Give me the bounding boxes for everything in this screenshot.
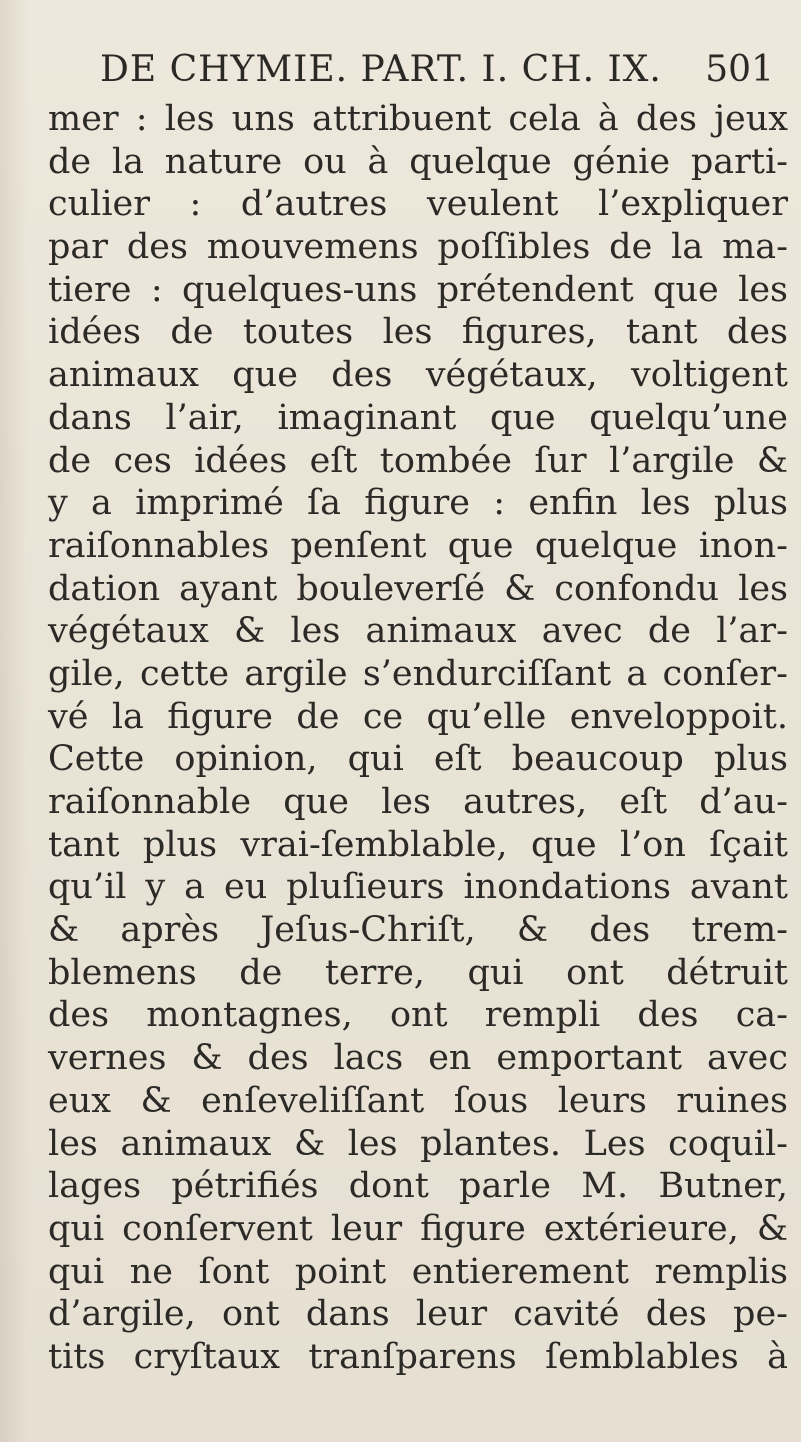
page-number: 501 [705, 49, 774, 90]
text-line: qu’il y a eu pluſieurs inondations avant [48, 867, 788, 908]
text-line: gile, cette argile s’endurciſſant a conſer- [48, 653, 788, 694]
text-line: raiſonnable que les autres, eſt d’au- [48, 782, 788, 822]
text-line: vernes & des lacs en emportant avec [48, 1038, 788, 1079]
text-line: de ces idées eſt tombée ſur l’argile & [48, 440, 788, 481]
text-line: dation ayant bouleverſé & confondu les [48, 568, 788, 609]
text-line: dans l’air, imaginant que quelqu’une [48, 397, 788, 438]
text-line: eux & enſeveliſſant ſous leurs ruines [48, 1080, 788, 1121]
text-line: végétaux & les animaux avec de l’ar- [48, 611, 788, 652]
running-head-title: DE CHYMIE. PART. I. CH. IX. [100, 49, 662, 90]
text-line: qui ne ſont point entierement remplis [48, 1251, 788, 1292]
text-line: mer : les uns attribuent cela à des jeux [48, 99, 788, 139]
text-line: les animaux & les plantes. Les coquil- [48, 1123, 788, 1164]
text-line: d’argile, ont dans leur cavité des pe- [48, 1294, 788, 1335]
text-line: tits cryſtaux tranſparens ſemblables à [48, 1336, 788, 1377]
text-line: Cette opinion, qui eſt beaucoup plus [48, 739, 788, 780]
text-line: tiere : quelques-uns prétendent que les [48, 269, 788, 310]
text-line: & après Jeſus-Chriſt, & des trem- [48, 910, 788, 951]
body-text [48, 98, 788, 1379]
text-line: qui conſervent leur figure extérieure, & [48, 1208, 788, 1249]
text-line: idées de toutes les figures, tant des [48, 312, 788, 353]
page-gutter-shadow [0, 0, 28, 1442]
text-line: blemens de terre, qui ont détruit [48, 952, 788, 993]
text-line: animaux que des végétaux, voltigent [48, 355, 788, 396]
text-line: des montagnes, ont rempli des ca- [48, 995, 788, 1036]
text-line: lages pétrifiés dont parle M. Butner, [48, 1166, 788, 1207]
text-line: de la nature ou à quelque génie parti- [48, 141, 788, 182]
running-head [100, 44, 780, 96]
text-line: vé la figure de ce qu’elle enveloppoit. [48, 696, 788, 737]
text-line: y a imprimé ſa figure : enfin les plus [48, 483, 788, 524]
text-line: tant plus vrai-ſemblable, que l’on ſçait [48, 824, 788, 865]
text-line: raiſonnables penſent que quelque inon- [48, 525, 788, 566]
text-line: par des mouvemens poſſibles de la ma- [48, 227, 788, 268]
text-line: culier : d’autres veulent l’expliquer [48, 184, 788, 225]
